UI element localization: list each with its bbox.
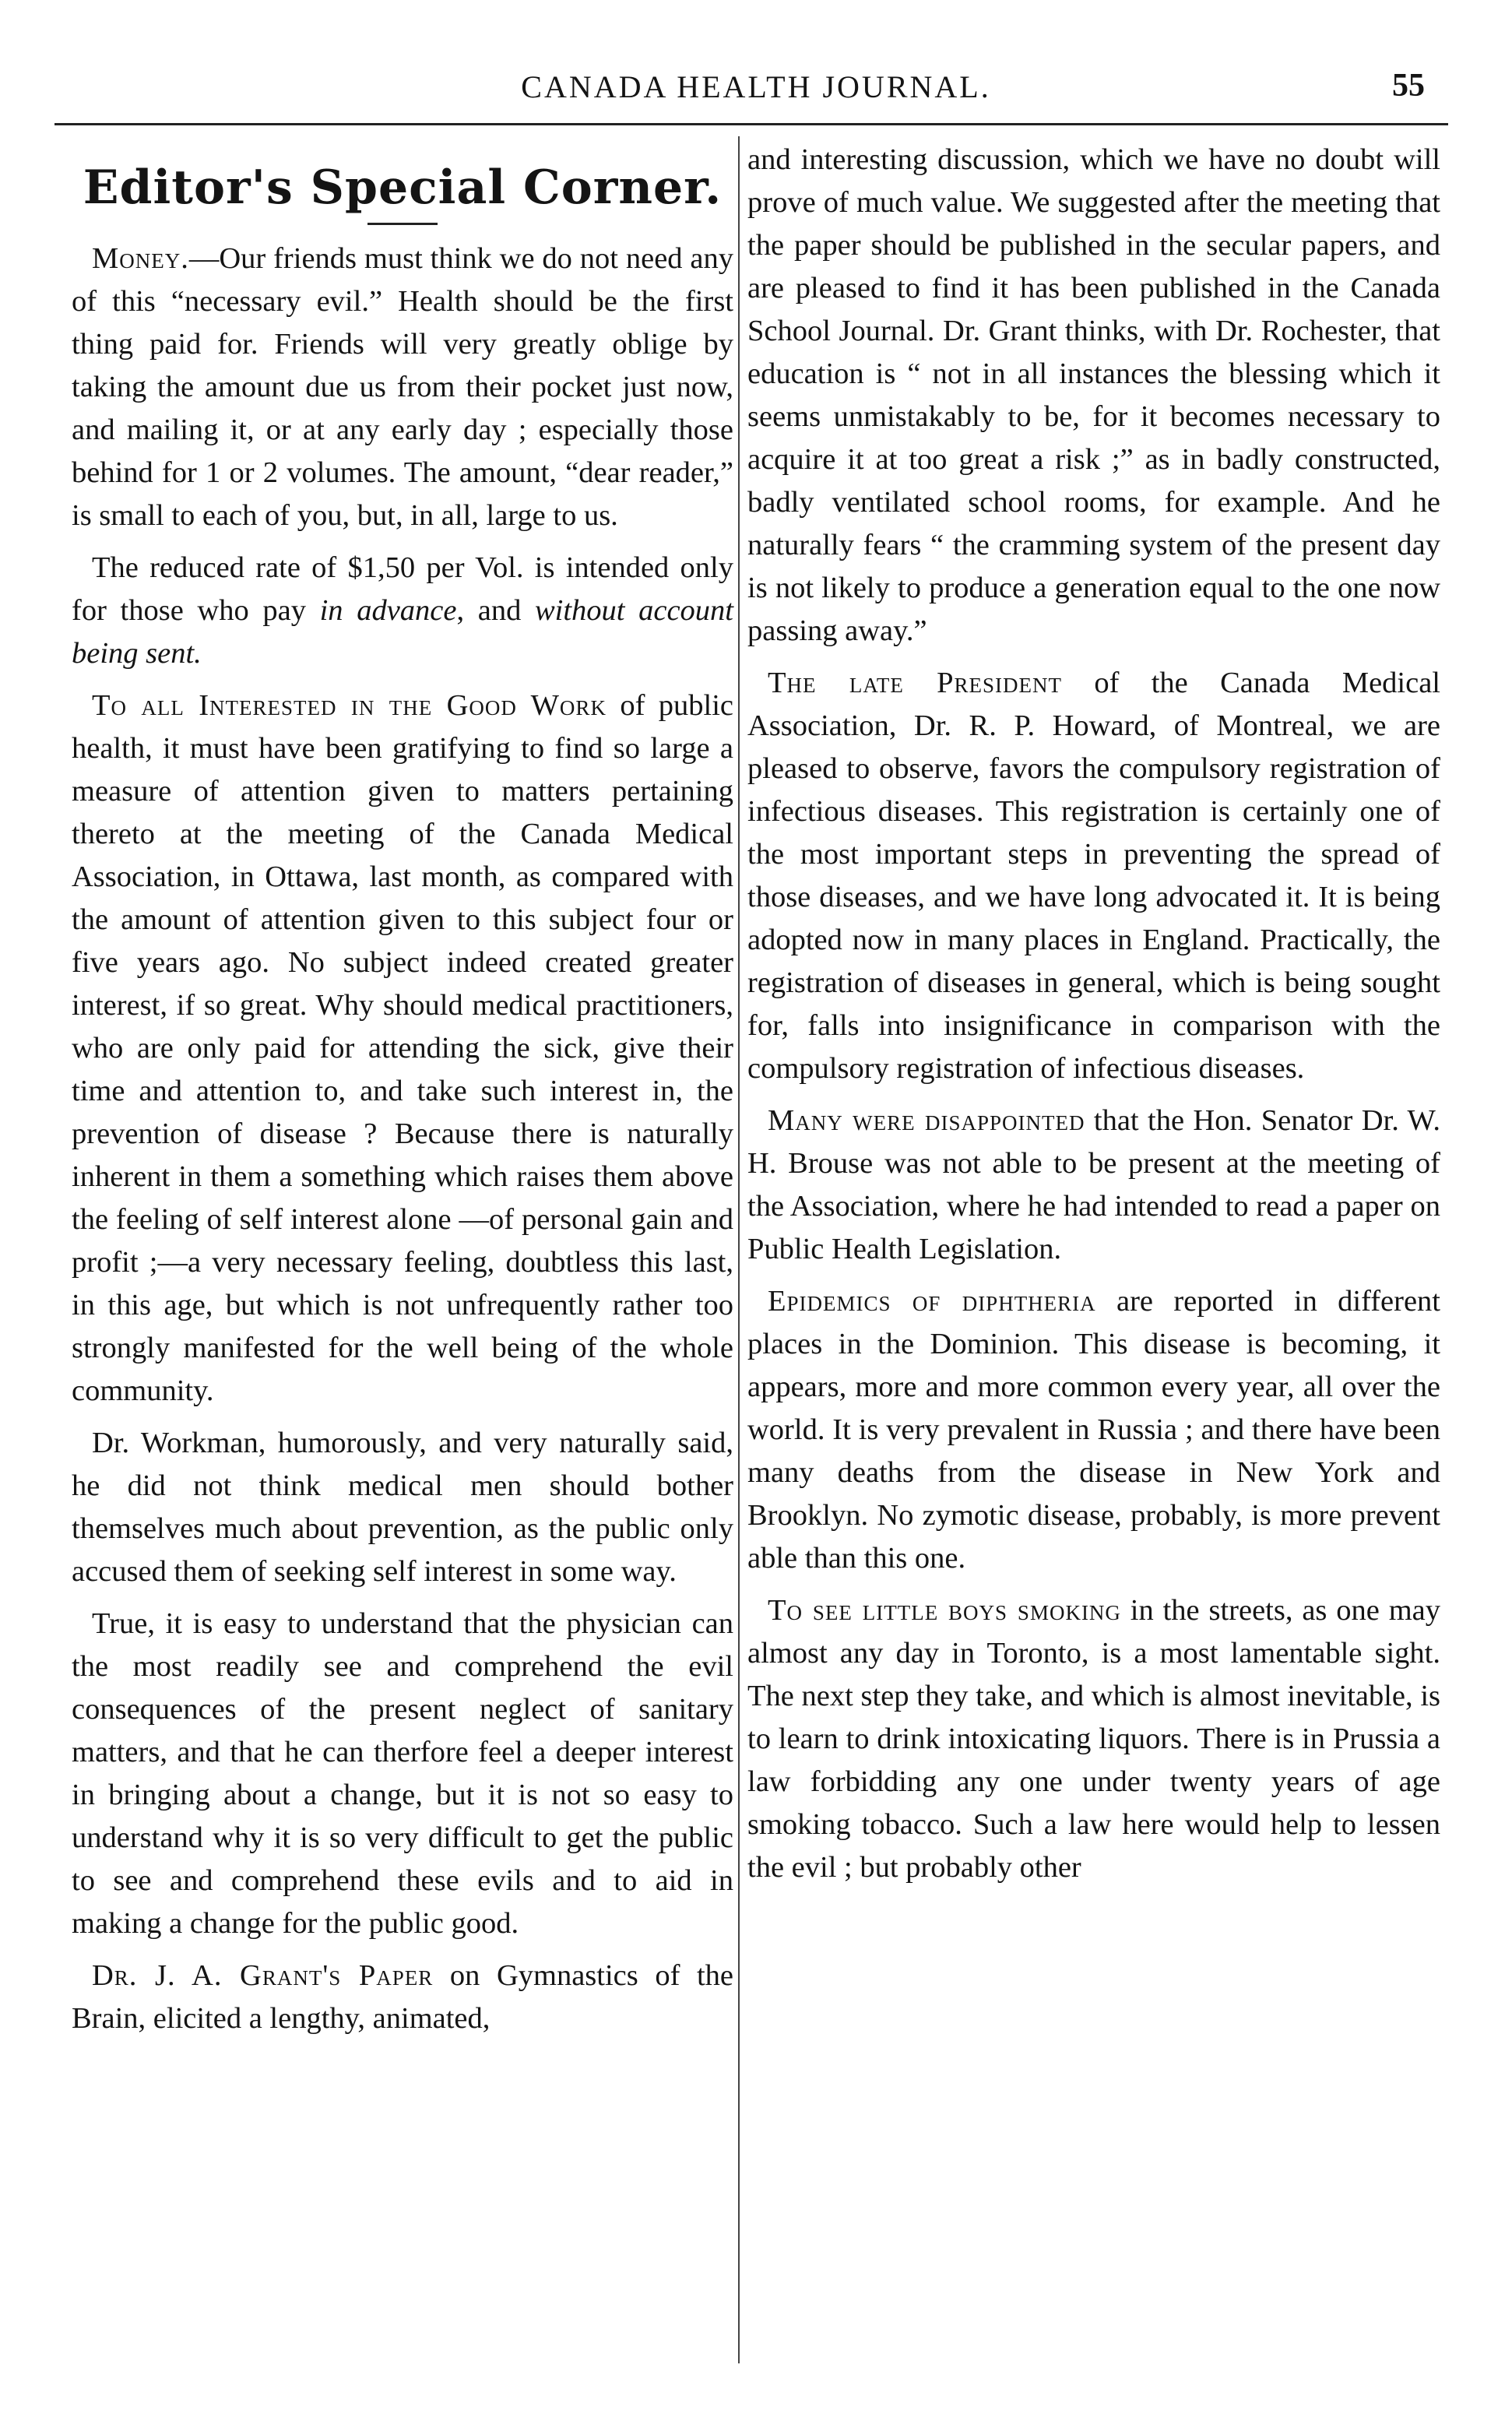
column-divider (738, 136, 740, 2363)
paragraph-lead: To all Interested in the Good Work (92, 689, 607, 722)
page-header (0, 69, 1512, 115)
paragraph-money (72, 238, 733, 537)
running-head: CANADA HEALTH JOURNAL. (521, 69, 991, 104)
paragraph-text: of public health, it must have been gratifying to find so large a measure of attention given to matters pertaining thereto at the meeting of the Canada Medical Association, in Ottawa, last month, as compared with the amount of attention given to this subject four or five years ago. No subject indeed created greater interest, if so great. Why should medical practitioners, who are only paid for attending the sick, give their time and attention to, and take such interest in, the prevention of disease ? Because there is naturally inherent in them a something which raises them above the feeling of self interest alone —of personal gain and profit ;—a very necessary feeling, doubtless this last, in this age, but which is not unfrequently rather too strongly manifested for the well being of the whole community. (72, 689, 733, 1407)
emphasis-text: in advance (319, 594, 457, 627)
paragraph-lead: Epidemics of diphtheria (768, 1285, 1096, 1318)
paragraph-workman: Dr. Workman, humorously, and very naturally said, he did not think medical men should bother themselves much about prevention, as the public only accused them of seeking self interest in some way. (72, 1427, 733, 1588)
paragraph-physician: True, it is easy to understand that the physician can the most readily see and comprehend the evil consequences of the present neglect of sanitary matters, and that he can therfore feel a deeper interest in bringing about a change, but it is not so easy to understand why it is so very difficult to get the public to see and comprehend these evils and to aid in making a change for the public good. (72, 1607, 733, 1940)
page-number: 55 (1392, 68, 1425, 104)
title-rule (367, 223, 438, 225)
paragraph-grant-continued: and interesting discussion, which we have no doubt will prove of much value. We suggested after the meeting that the paper should be published in the secular papers, and are pleased to find it has been published in the Canada School Journal. Dr. Grant thinks, with Dr. Rochester, that education is “ not in all instances the blessing which it seems unmistakably to be, for it becomes necessary to acquire it at too great a risk ;” as in badly constructed, badly ventilated school rooms, for example. And he naturally fears “ the cramming system of the present day is not likely to produce a generation equal to the one now passing away.” (747, 143, 1440, 647)
paragraph-text: , and (456, 594, 535, 627)
paragraph-rate (72, 547, 733, 675)
paragraph-lead: To see little boys smoking (768, 1594, 1121, 1627)
paragraph-text: on Gymnastics of the Brain, elicited a lengthy, animated, (72, 1959, 733, 2035)
paragraph-lead: Money. (92, 242, 189, 275)
paragraph-grant (72, 1955, 733, 2040)
paragraph-lead: Dr. J. A. Grant's Paper (92, 1959, 434, 1992)
paragraph-diphtheria (747, 1280, 1440, 1580)
header-rule (55, 123, 1448, 125)
emphasis-text: without account being sent. (72, 594, 733, 670)
paragraph-text: in the streets, as one may almost any day in Toronto, is a most lamentable sight. The next step they take, and which is almost inevitable, is to learn to drink intoxicating liquors. There is in Prussia a law forbidding any one under twenty years of age smoking tobacco. Such a law here would help to lessen the evil ; but probably other (747, 1594, 1440, 1884)
paragraph-good-work (72, 684, 733, 1413)
paragraph-lead: The late President (768, 667, 1063, 699)
paragraph-text: that the Hon. Senator Dr. W. H. Brouse was not able to be present at the meeting of the Association, where he had intended to read a paper on Public Health Legislation. (747, 1104, 1440, 1265)
paragraph-text: —Our friends must think we do not need any of this “necessary evil.” Health should be the first thing paid for. Friends will very greatly oblige by taking the amount due us from their pocket just now, and mailing it, or at any early day ; especially those behind for 1 or 2 volumes. The amount, “dear reader,” is small to each of you, but, in all, large to us. (72, 242, 733, 532)
paragraph-president (747, 662, 1440, 1090)
paragraph-text: The reduced rate of $1,50 per Vol. is intended only for those who pay (72, 551, 733, 627)
left-column (72, 139, 733, 2050)
paragraph-text: of the Canada Medical Association, Dr. R. P. Howard, of Montreal, we are pleased to observe, favors the compulsory registration of infectious diseases. This registration is certainly one of the most important steps in preventing the spread of those diseases, and we have long advocated it. It is being adopted now in many places in England. Practically, the registration of diseases in general, which is being sought for, falls into insignificance in comparison with the compulsory registration of infectious diseases. (747, 667, 1440, 1085)
paragraph-smoking (747, 1589, 1440, 1889)
paragraph-disappointed (747, 1100, 1440, 1271)
section-title: Editor's Special Corner. (83, 160, 723, 215)
paragraph-lead: Many were disappointed (768, 1104, 1085, 1137)
paragraph-text: are reported in different places in the Dominion. This disease is becoming, it appears, more and more common every year, all over the world. It is very prevalent in Russia ; and there have been many deaths from the disease in New York and Brooklyn. No zymotic disease, probably, is more prevent able than this one. (747, 1285, 1441, 1575)
right-column (747, 139, 1440, 1898)
